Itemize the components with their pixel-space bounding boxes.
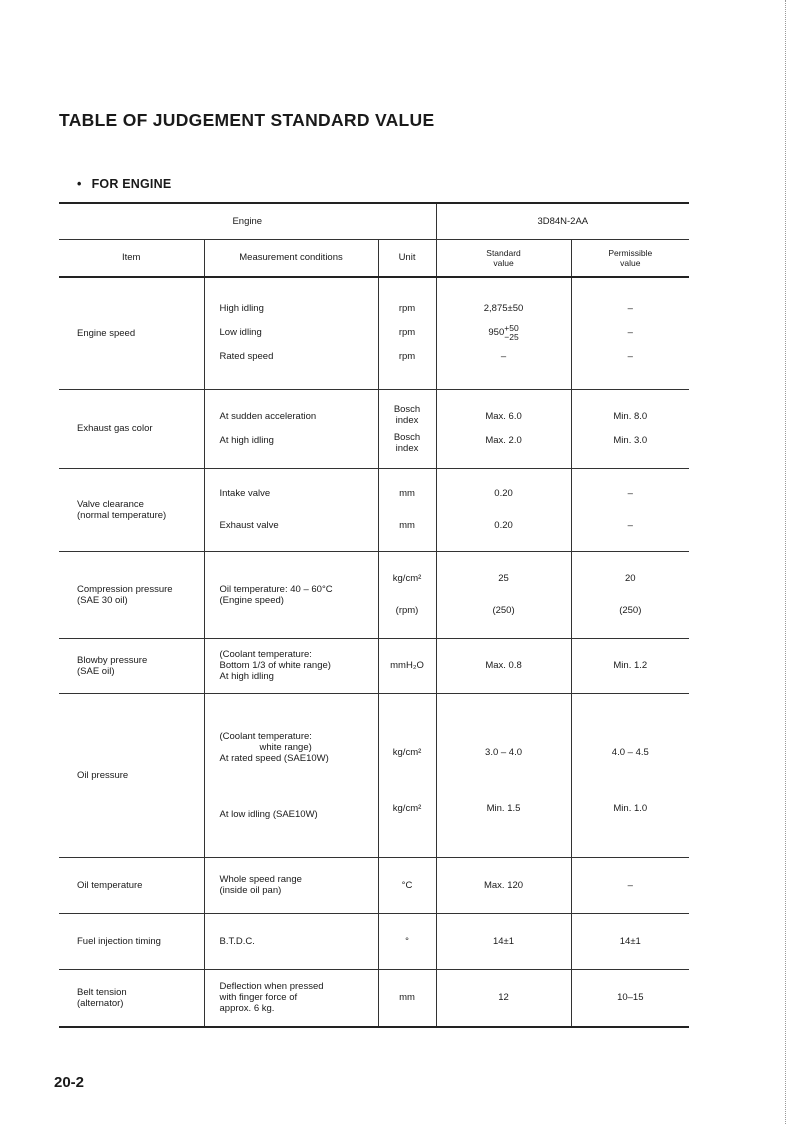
table-row-exhaust-gas-color bbox=[59, 389, 689, 468]
unit-fuel-injection-timing: ° bbox=[378, 913, 436, 969]
standard-oil-pressure: 3.0 – 4.0 Min. 1.5 bbox=[436, 693, 571, 857]
page-number: 20-2 bbox=[54, 1074, 85, 1091]
conditions-fuel-injection-timing: B.T.D.C. bbox=[204, 913, 378, 969]
standard-fuel-injection-timing: 14±1 bbox=[436, 913, 571, 969]
item-fuel-injection-timing: Fuel injection timing bbox=[59, 913, 204, 969]
standard-belt-tension: 12 bbox=[436, 969, 571, 1027]
table-header-row-engine bbox=[59, 203, 689, 239]
judgement-standard-table bbox=[59, 202, 689, 1028]
permissible-valve-clearance: – – bbox=[627, 487, 633, 531]
section-heading bbox=[77, 177, 171, 191]
table-row-oil-pressure bbox=[59, 693, 689, 857]
standard-exhaust-gas-color: Max. 6.0 Max. 2.0 bbox=[436, 389, 571, 468]
conditions-engine-speed: High idling Low idling Rated speed bbox=[204, 277, 378, 389]
item-compression-pressure: Compression pressure (SAE 30 oil) bbox=[59, 551, 204, 638]
permissible-oil-pressure: 4.0 – 4.5 Min. 1.0 bbox=[611, 746, 649, 814]
permissible-engine-speed: – – – bbox=[627, 303, 633, 363]
table-row-compression-pressure bbox=[59, 551, 689, 638]
permissible-oil-temperature: – bbox=[627, 879, 633, 891]
permissible-fuel-injection-timing: 14±1 bbox=[619, 935, 641, 947]
table-row-blowby-pressure bbox=[59, 638, 689, 693]
item-blowby-pressure: Blowby pressure (SAE oil) bbox=[59, 638, 204, 693]
permissible-blowby-pressure: Min. 1.2 bbox=[613, 660, 648, 671]
conditions-oil-temperature: Whole speed range (inside oil pan) bbox=[204, 857, 378, 913]
unit-exhaust-gas-color: Bosch index Bosch index bbox=[378, 389, 436, 468]
header-engine-model: 3D84N-2AA bbox=[537, 215, 589, 227]
header-conditions: Measurement conditions bbox=[204, 239, 378, 277]
conditions-exhaust-gas-color: At sudden acceleration At high idling bbox=[204, 389, 378, 468]
table-row-engine-speed bbox=[59, 277, 689, 389]
header-permissible: Permissible value bbox=[608, 247, 653, 268]
table-header-row-columns bbox=[59, 239, 689, 277]
standard-oil-temperature: Max. 120 bbox=[436, 857, 571, 913]
unit-oil-pressure: kg/cm² kg/cm² bbox=[378, 693, 436, 857]
standard-engine-speed: 2,875±50 950 +50 −25 – bbox=[436, 277, 571, 389]
standard-blowby-pressure: Max. 0.8 bbox=[436, 638, 571, 693]
table-row-valve-clearance bbox=[59, 468, 689, 551]
item-exhaust-gas-color: Exhaust gas color bbox=[59, 389, 204, 468]
header-standard: Standard value bbox=[436, 239, 571, 277]
item-oil-temperature: Oil temperature bbox=[59, 857, 204, 913]
page-edge-divider bbox=[785, 0, 786, 1124]
unit-engine-speed: rpm rpm rpm bbox=[378, 277, 436, 389]
section-bullet: • bbox=[77, 177, 82, 191]
item-engine-speed: Engine speed bbox=[59, 277, 204, 389]
unit-valve-clearance: mm mm bbox=[378, 468, 436, 551]
conditions-valve-clearance: Intake valve Exhaust valve bbox=[204, 468, 378, 551]
permissible-compression-pressure: 20 (250) bbox=[619, 572, 642, 616]
page-title: TABLE OF JUDGEMENT STANDARD VALUE bbox=[59, 110, 435, 130]
header-unit: Unit bbox=[378, 239, 436, 277]
section-label: FOR ENGINE bbox=[91, 177, 172, 191]
table-row-belt-tension bbox=[59, 969, 689, 1027]
unit-oil-temperature: °C bbox=[378, 857, 436, 913]
unit-belt-tension: mm bbox=[378, 969, 436, 1027]
conditions-blowby-pressure: (Coolant temperature: Bottom 1/3 of white range) At high idling bbox=[204, 638, 378, 693]
standard-compression-pressure: 25 (250) bbox=[436, 551, 571, 638]
item-oil-pressure: Oil pressure bbox=[59, 693, 204, 857]
unit-compression-pressure: kg/cm² (rpm) bbox=[378, 551, 436, 638]
conditions-compression-pressure: Oil temperature: 40 – 60°C (Engine speed) bbox=[204, 551, 378, 638]
header-item: Item bbox=[59, 239, 204, 277]
item-valve-clearance: Valve clearance (normal temperature) bbox=[59, 468, 204, 551]
unit-blowby-pressure: mmH₂O bbox=[378, 638, 436, 693]
table-row-oil-temperature bbox=[59, 857, 689, 913]
permissible-exhaust-gas-color: Min. 8.0 Min. 3.0 bbox=[613, 410, 648, 446]
conditions-oil-pressure: (Coolant temperature: white range) At rated speed (SAE10W) At low idling (SAE10W) bbox=[204, 693, 378, 857]
permissible-belt-tension: 10–15 bbox=[617, 992, 644, 1004]
conditions-belt-tension: Deflection when pressed with finger force of approx. 6 kg. bbox=[204, 969, 378, 1027]
header-engine: Engine bbox=[59, 203, 436, 239]
item-belt-tension: Belt tension (alternator) bbox=[59, 969, 204, 1027]
table-row-fuel-injection-timing bbox=[59, 913, 689, 969]
standard-valve-clearance: 0.20 0.20 bbox=[436, 468, 571, 551]
